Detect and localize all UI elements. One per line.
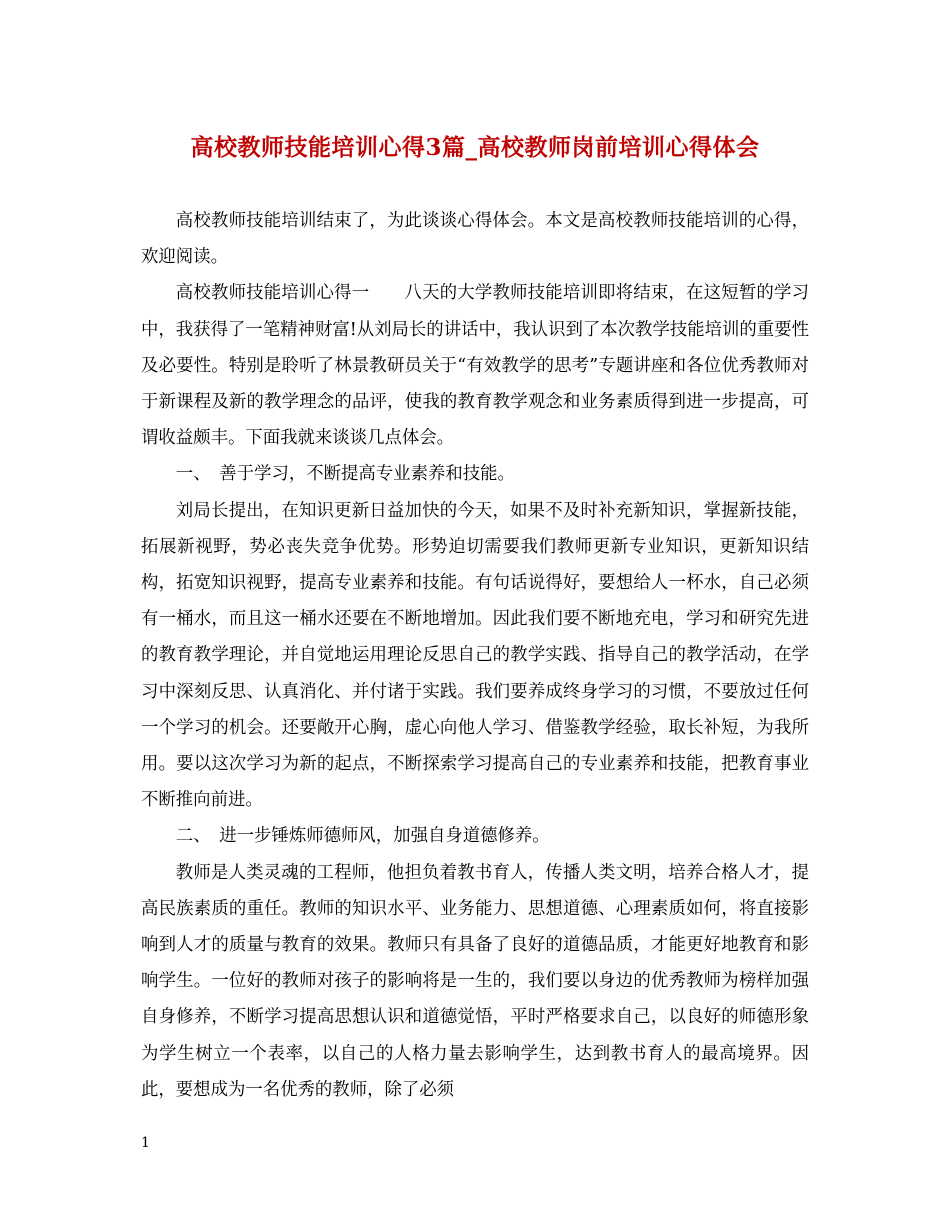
paragraph-ethics: 教师是人类灵魂的工程师，他担负着教书育人，传播人类文明，培养合格人才，提高民族素质的重任。教师的知识水平、业务能力、思想道德、心理素质如何，将直接影响到人才的质量与教育的效果。教师只有具备了良好的道德品质，才能更好地教育和影响学生。一位好的教师对孩子的影响将是一生的，我们要以身边的优秀教师为榜样加强自身修养，不断学习提高思想认识和道德觉悟，平时严格要求自己，以良好的师德形象为学生树立一个表率，以自己的人格力量去影响学生，达到教书育人的最高境界。因此，要想成为一名优秀的教师，除了必须 [141, 862, 809, 1100]
section-heading-two: 二、 进一步锤炼师德师风，加强自身道德修养。 [175, 826, 550, 847]
paragraph-intro: 高校教师技能培训结束了，为此谈谈心得体会。本文是高校教师技能培训的心得，欢迎阅读。 [141, 211, 809, 268]
paragraph-experience-one: 高校教师技能培训心得一 八天的大学教师技能培训即将结束，在这短暂的学习中，我获得了一笔精神财富!从刘局长的讲话中，我认识到了本次教学技能培训的重要性及必要性。特别是聆听了林景教研员关于“有效教学的思考”专题讲座和各位优秀教师对于新课程及新的教学理念的品评，使我的教育教学观念和业务素质得到进一步提高，可谓收益颇丰。下面我就来谈谈几点体会。 [141, 283, 809, 449]
document-body [141, 203, 809, 1108]
paragraph-learning: 刘局长提出，在知识更新日益加快的今天，如果不及时补充新知识，掌握新技能，拓展新视野，势必丧失竞争优势。形势迫切需要我们教师更新专业知识，更新知识结构，拓宽知识视野，提高专业素养和技能。有句话说得好，要想给人一杯水，自己必须有一桶水，而且这一桶水还要在不断地增加。因此我们要不断地充电，学习和研究先进的教育教学理论，并自觉地运用理论反思自己的教学实践、指导自己的教学活动，在学习中深刻反思、认真消化、并付诸于实践。我们要养成终身学习的习惯，不要放过任何一个学习的机会。还要敞开心胸，虚心向他人学习、借鉴教学经验，取长补短，为我所用。要以这次学习为新的起点，不断探索学习提高自己的专业素养和技能，把教育事业不断推向前进。 [141, 500, 809, 811]
page-number: 1 [141, 1135, 150, 1151]
section-heading-one: 一、 善于学习，不断提高专业素养和技能。 [175, 464, 515, 485]
document-title: 高校教师技能培训心得3篇_高校教师岗前培训心得体会 [190, 134, 760, 161]
